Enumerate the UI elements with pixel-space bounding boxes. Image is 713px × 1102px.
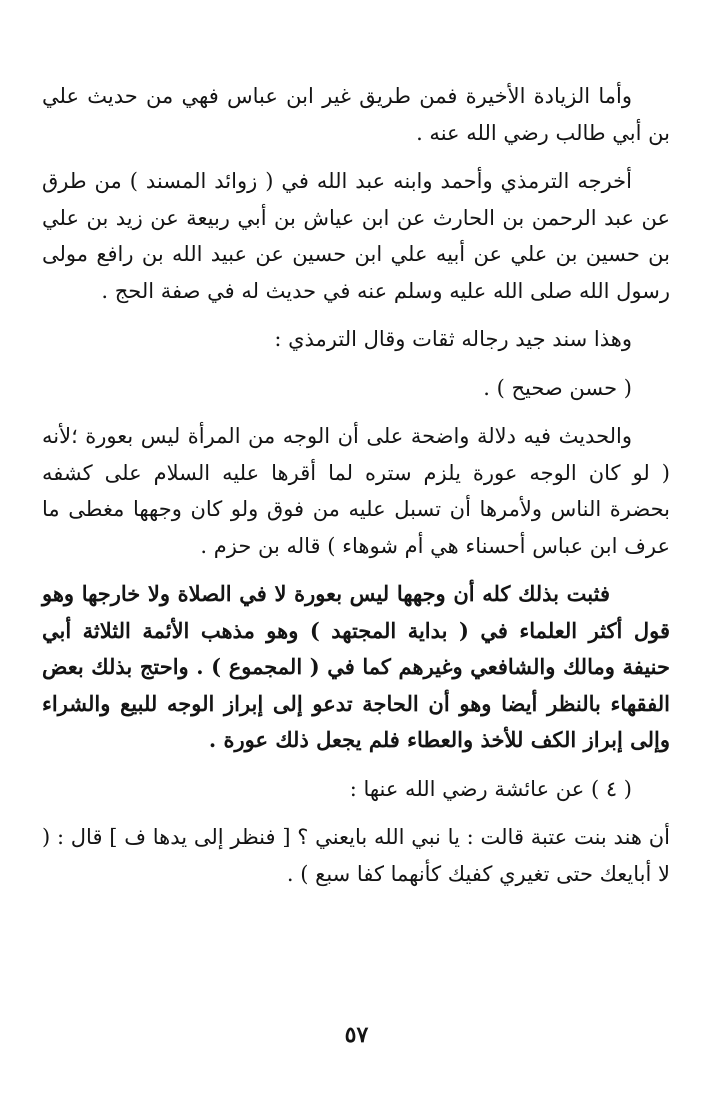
paragraph-takhrij: أخرجه الترمذي وأحمد وابنه عبد الله في ( زوائد المسند ) من طرق عن عبد الرحمن بن الحارث عن ابن عياش بن أبي ربيعة عن زيد بن علي بن حسين بن علي عن أبيه علي ابن حسين عن عبيد الله بن رافع مولى رسول الله صلى الله عليه وسلم عنه في حديث له في صفة الحج .	[42, 169, 670, 303]
paragraph-sanad: وهذا سند جيد رجاله ثقات وقال الترمذي :	[274, 327, 632, 351]
paragraph-zeyada: وأما الزيادة الأخيرة فمن طريق غير ابن عباس فهي من حديث علي بن أبي طالب رضي الله عنه .	[42, 84, 670, 145]
paragraph-hadith-4-heading: ( ٤ ) عن عائشة رضي الله عنها :	[349, 776, 632, 801]
page-number: ٥٧	[344, 1022, 369, 1048]
paragraph-hind: أن هند بنت عتبة قالت : يا نبي الله بايعني ؟ [ فنظر إلى يدها ف ] قال : ( لا أبايعك حتى تغيري كفيك كأنهما كفا سبع ) .	[42, 825, 670, 886]
paragraph-conclusion: فثبت بذلك كله أن وجهها ليس بعورة لا في الصلاة ولا خارجها وهو قول أكثر العلماء في ( بداية المجتهد ) وهو مذهب الأئمة الثلاثة أبي حنيفة ومالك والشافعي وغيرهم كما في ( المجموع ) . واحتج بذلك بعض الفقهاء بالنظر أيضا وهو أن الحاجة تدعو إلى إبراز الوجه للبيع والشراء وإلى إبراز الكف للأخذ والعطاء فلم يجعل ذلك عورة .	[42, 581, 670, 752]
body-text	[42, 78, 670, 892]
paragraph-dalala: والحديث فيه دلالة واضحة على أن الوجه من المرأة ليس بعورة ؛لأنه ( لو كان الوجه عورة يلزم ستره لما أقرها عليه السلام على كشفه بحضرة الناس ولأمرها أن تسبل عليه من فوق ولو كان وجهها مغطى ما عرف ابن عباس أحسناء هي أم شوهاء ) قاله بن حزم .	[42, 424, 670, 558]
paragraph-hasan-sahih: ( حسن صحيح ) .	[483, 375, 632, 400]
